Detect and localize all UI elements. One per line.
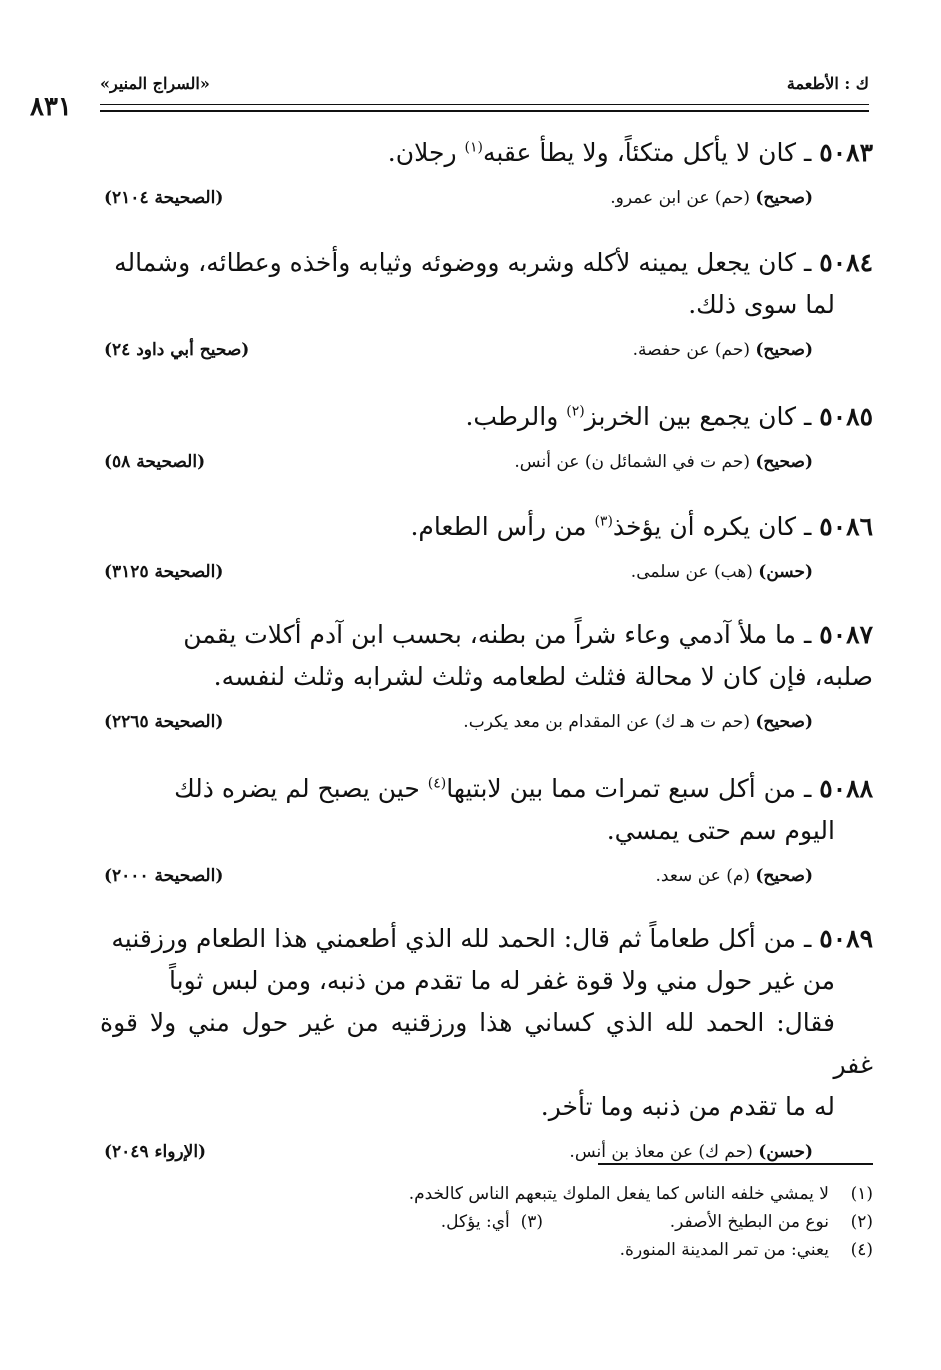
hadith-text: ٥٠٨٦ ـ كان يكره أن يؤخذ$^{(٣)}$ من رأس الطعام. (410, 512, 873, 541)
hadith-reference: (الصحيحة ٢٠٠٠) (104, 866, 224, 886)
hadith-line: كان يكره أن يؤخذ (612, 512, 797, 541)
hadith-source (463, 712, 813, 732)
hadith-line: رجلان. (387, 138, 465, 167)
footnote-text: يعني: من تمر المدينة المنورة. (619, 1240, 829, 1260)
hadith-text: ٥٠٨٩ ـ من أكل طعاماً ثم قال: الحمد لله الذي أطعمني هذا الطعام ورزقنيه من غير حول مني ولا قوة غفر له ما تقدم من ذنبه، ومن لبس ثوباً فقال: الحمد لله الذي كساني هذا ورزقنيه من غير حول مني ولا قوة غفر له ما تقدم من ذنبه وما تأخر. (100, 924, 873, 1121)
hadith-number: ٥٠٨٤ (819, 248, 873, 277)
footnote-marker: (٣) (594, 513, 613, 530)
hadith-reference: (الصحيحة ٣١٢٥) (104, 562, 224, 582)
footnote-number: (٣) (520, 1212, 543, 1232)
hadith-line: صلبه، فإن كان لا محالة فثلث لطعامه وثلث لشرابه وثلث لنفسه. (213, 662, 873, 691)
hadith-line: من أكل سبع تمرات مما بين لابتيها (446, 774, 797, 803)
hadith-reference: (الصحيحة ٢١٠٤) (104, 188, 224, 208)
hadith-line: فقال: الحمد لله الذي كساني هذا ورزقنيه من غير حول مني ولا قوة غفر (100, 1008, 873, 1079)
hadith-narrator: (حم ك) عن معاذ بن أنس. (569, 1142, 759, 1162)
hadith-grade: (صحيح) (755, 712, 813, 732)
hadith-text: ٥٠٨٥ ـ كان يجمع بين الخربز$^{(٢)}$ والرطب. (465, 402, 873, 431)
footnote-marker: (٤) (427, 775, 447, 792)
source-line (100, 866, 873, 896)
hadith-reference: (الإرواء ٢٠٤٩) (104, 1142, 207, 1162)
hadith-line: لما سوى ذلك. (688, 290, 835, 319)
footnote-marker: (٢) (566, 403, 585, 420)
hadith-5086 (100, 506, 873, 592)
hadith-number: ٥٠٨٣ (819, 138, 873, 167)
footnote-text: أي: يؤكل. (440, 1212, 510, 1232)
footnote-4 (100, 1236, 873, 1264)
hadith-narrator: (حم ت في الشمائل ن) عن أنس. (514, 452, 756, 472)
hadith-text: ٥٠٨٤ ـ كان يجعل يمينه لأكله وشربه ووضوئه وثيابه وأخذه وعطائه، وشماله لما سوى ذلك. (114, 248, 873, 319)
hadith-5084 (100, 242, 873, 370)
hadith-number: ٥٠٨٨ (819, 774, 873, 803)
hadith-line: والرطب. (465, 402, 567, 431)
hadith-line: من غير حول مني ولا قوة غفر له ما تقدم من ذنبه، ومن لبس ثوباً (169, 966, 835, 995)
footnote-text: لا يمشي خلفه الناس كما يفعل الملوك يتبعهم الناس كالخدم. (408, 1184, 829, 1204)
hadith-number: ٥٠٨٥ (819, 402, 873, 431)
footnote-3 (441, 1208, 543, 1236)
hadith-line: كان يجمع بين الخربز (584, 402, 797, 431)
hadith-grade: (حسن) (758, 562, 813, 582)
hadith-5085 (100, 396, 873, 482)
hadith-source (514, 452, 813, 472)
hadith-5089 (100, 918, 873, 1172)
hadith-reference: (الصحيحة ٢٢٦٥) (104, 712, 224, 732)
footnote-number: (٢) (850, 1212, 873, 1232)
hadith-number: ٥٠٨٩ (819, 924, 873, 953)
hadith-reference: (الصحيحة ٥٨) (104, 452, 206, 472)
hadith-text: ٥٠٨٧ ـ ما ملأ آدمي وعاء شراً من بطنه، بحسب ابن آدم أكلات يقمن صلبه، فإن كان لا محالة فثلث لطعامه وثلث لشرابه وثلث لنفسه. (183, 620, 873, 691)
hadith-grade: (صحيح) (755, 452, 813, 472)
hadith-source (656, 866, 813, 886)
hadith-5087 (100, 614, 873, 742)
source-line (100, 188, 873, 218)
hadith-source (631, 562, 813, 582)
hadith-line: من أكل طعاماً ثم قال: الحمد لله الذي أطعمني هذا الطعام ورزقنيه (111, 924, 797, 953)
footnotes (100, 1180, 873, 1264)
footnote-1 (100, 1180, 873, 1208)
hadith-grade: (صحيح) (755, 340, 813, 360)
hadith-narrator: (هب) عن سلمى. (630, 562, 759, 582)
hadith-source (569, 1142, 813, 1162)
source-line (100, 340, 873, 370)
hadith-line: له ما تقدم من ذنبه وما تأخر. (540, 1092, 835, 1121)
page-header (100, 70, 869, 100)
hadith-line: حين يصبح لم يضره ذلك (174, 774, 428, 803)
source-line (100, 452, 873, 482)
hadith-line: كان لا يأكل متكئاً، ولا يطأ عقبه (482, 138, 797, 167)
hadith-narrator: (حم ت هـ ك) عن المقدام بن معد يكرب. (463, 712, 756, 732)
footnote-marker: (١) (464, 139, 483, 156)
footnote-text: نوع من البطيخ الأصفر. (669, 1212, 829, 1232)
header-rule-thin (100, 104, 869, 105)
hadith-line: ما ملأ آدمي وعاء شراً من بطنه، بحسب ابن آدم أكلات يقمن (183, 620, 797, 649)
hadith-narrator: (حم) عن ابن عمرو. (610, 188, 756, 208)
book-title: «السراج المنير» (100, 74, 210, 93)
footnote-2 (100, 1208, 873, 1236)
hadith-grade: (حسن) (758, 1142, 813, 1162)
footnote-number: (١) (850, 1184, 873, 1204)
footnote-number: (٤) (850, 1240, 873, 1260)
hadith-reference: (صحيح أبي داود ٢٤) (104, 340, 250, 360)
hadith-line: كان يجعل يمينه لأكله وشربه ووضوئه وثيابه وأخذه وعطائه، وشماله (114, 248, 797, 277)
hadith-5088 (100, 768, 873, 896)
hadith-line: من رأس الطعام. (410, 512, 595, 541)
source-line (100, 712, 873, 742)
hadith-text: ٥٠٨٣ ـ كان لا يأكل متكئاً، ولا يطأ عقبه$^{(١)}$ رجلان. (387, 138, 873, 167)
header-rule-thick (100, 110, 869, 112)
hadith-5083 (100, 132, 873, 218)
source-line (100, 562, 873, 592)
footnote-rule (598, 1163, 873, 1165)
page-number: ٨٣١ (30, 92, 72, 122)
hadith-grade: (صحيح) (755, 866, 813, 886)
hadith-text: ٥٠٨٨ ـ من أكل سبع تمرات مما بين لابتيها$^{(٤)}$ حين يصبح لم يضره ذلك اليوم سم حتى يمسي. (174, 774, 873, 845)
hadith-narrator: (م) عن سعد. (655, 866, 756, 886)
chapter-title: ك : الأطعمة (786, 74, 869, 93)
hadith-number: ٥٠٨٧ (819, 620, 873, 649)
hadith-number: ٥٠٨٦ (819, 512, 873, 541)
hadith-grade: (صحيح) (755, 188, 813, 208)
hadith-narrator: (حم) عن حفصة. (632, 340, 756, 360)
source-line (100, 1142, 873, 1172)
hadith-line: اليوم سم حتى يمسي. (606, 816, 835, 845)
hadith-source (610, 188, 813, 208)
hadith-source (633, 340, 813, 360)
